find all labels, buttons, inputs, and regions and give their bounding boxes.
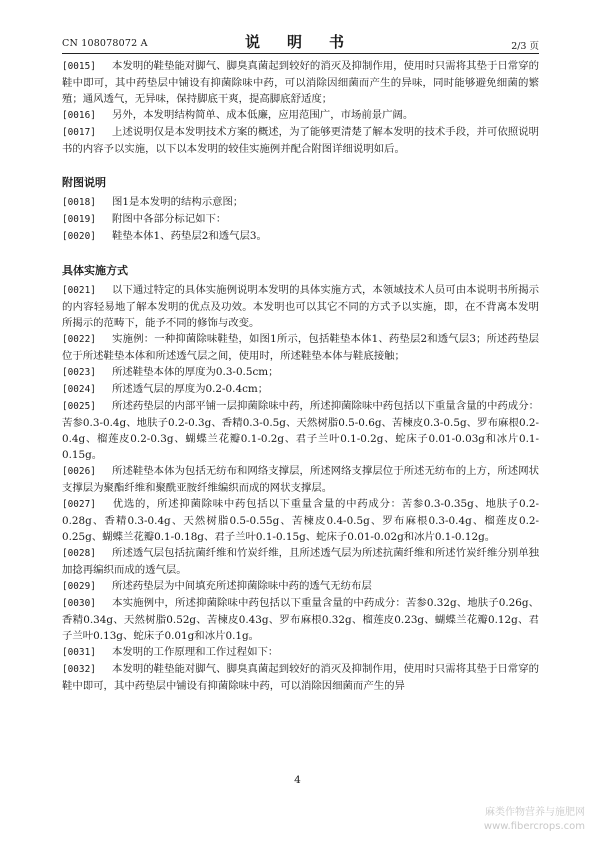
- page-indicator: 2/3 页: [511, 41, 539, 52]
- paragraph-number: [0019]: [62, 214, 96, 225]
- paragraph-number: [0026]: [62, 466, 96, 477]
- paragraph-text: 实施例：一种抑菌除味鞋垫，如图1所示，包括鞋垫本体1、药垫层2和透气层3；所述药垫层位于所述鞋垫本体和所述透气层之间，使用时，所述鞋垫本体与鞋底接触；: [62, 333, 539, 362]
- paragraph-number: [0017]: [62, 127, 96, 138]
- paragraph-number: [0016]: [62, 110, 96, 121]
- paragraph: [62, 282, 539, 331]
- paragraph: [62, 661, 539, 694]
- document-body: [62, 58, 539, 694]
- paragraph: [62, 644, 539, 661]
- paragraph-text: 以下通过特定的具体实施例说明本发明的具体实施方式，本领域技术人员可由本说明书所揭示的内容轻易地了解本发明的优点及功效。本发明也可以其它不同的方式予以实施，即，在不背离本发明所揭示的范畴下，能予不同的修饰与改变。: [62, 284, 539, 329]
- paragraph-number: [0021]: [62, 285, 96, 296]
- header-divider: [62, 53, 539, 54]
- paragraph: [62, 194, 539, 211]
- paragraph: [62, 211, 539, 228]
- drawings-section: [62, 194, 539, 245]
- paragraph-text: 另外，本发明结构简单、成本低廉，应用范围广，市场前景广阔。: [112, 109, 414, 121]
- paragraph: [62, 58, 539, 107]
- page-number: 4: [294, 774, 301, 786]
- paragraph: [62, 364, 539, 381]
- paragraph-number: [0024]: [62, 384, 96, 395]
- paragraph: [62, 578, 539, 595]
- paragraph: [62, 107, 539, 124]
- paragraph: [62, 398, 539, 463]
- paragraph-number: [0018]: [62, 197, 96, 208]
- paragraph-number: [0027]: [62, 499, 96, 510]
- document-title: 说 明 书: [244, 33, 350, 51]
- paragraph-number: [0028]: [62, 548, 96, 559]
- paragraph-text: 图1是本发明的结构示意图；: [112, 196, 244, 208]
- paragraph-text: 本实施例中，所述抑菌除味中药包括以下重量含量的中药成分：苦参0.32g、地肤子0.26g、香精0.34g、天然树脂0.52g、苦楝皮0.43g、罗布麻根0.32g、榴莲皮0.23g、蝴蝶兰花瓣0.12g、君子兰叶0.13g、蛇床子0.01g和冰片0.1g。: [62, 597, 539, 642]
- watermark-site-name: 麻类作物营养与施肥网: [485, 807, 585, 818]
- paragraph-text: 所述透气层包括抗菌纤维和竹炭纤维，且所述透气层为所述抗菌纤维和所述竹炭纤维分别单独加捻再编织而成的透气层。: [62, 547, 539, 576]
- paragraph-number: [0023]: [62, 367, 96, 378]
- paragraph: [62, 331, 539, 364]
- paragraph: [62, 381, 539, 398]
- paragraph: [62, 124, 539, 157]
- paragraph-text: 所述药垫层为中间填充所述抑菌除味中药的透气无纺布层: [112, 580, 372, 592]
- paragraph-text: 本发明的鞋垫能对脚气、脚臭真菌起到较好的消灭及抑制作用，使用时只需将其垫于日常穿的鞋中即可，其中药垫层中铺设有抑菌除味中药，可以消除因细菌而产生的异味，同时能够避免细菌的繁殖；通风透气，无异味，保持脚底干爽，提高脚底舒适度；: [62, 60, 539, 105]
- paragraph-text: 本发明的鞋垫能对脚气、脚臭真菌起到较好的消灭及抑制作用，使用时只需将其垫于日常穿的鞋中即可，其中药垫层中铺设有抑菌除味中药，可以消除因细菌而产生的异: [62, 663, 539, 692]
- paragraph: [62, 496, 539, 545]
- paragraph-number: [0022]: [62, 334, 96, 345]
- paragraph-number: [0030]: [62, 598, 96, 609]
- paragraph: [62, 595, 539, 644]
- paragraph-text: 上述说明仅是本发明技术方案的概述，为了能够更清楚了解本发明的技术手段，并可依照说明书的内容予以实施，以下以本发明的较佳实施例并配合附图详细说明如后。: [62, 126, 539, 155]
- paragraph-number: [0029]: [62, 581, 96, 592]
- paragraph-text: 所述药垫层的内部平铺一层抑菌除味中药，所述抑菌除味中药包括以下重量含量的中药成分：苦参0.3-0.4g、地肤子0.2-0.3g、香精0.3-0.5g、天然树脂0.5-0.6g、苦楝皮0.3-0.5g、罗布麻根0.2-0.4g、榴莲皮0.2-0.3g、蝴蝶兰花瓣0.1-0.2g、君子兰叶0.1-0.2g、蛇床子0.01-0.03g和冰片0.1-0.15g。: [62, 400, 539, 461]
- paragraph-text: 所述鞋垫本体为包括无纺布和网络支撑层，所述网络支撑层位于所述无纺布的上方，所述网状支撑层为聚酯纤维和聚酰亚胺纤维编织而成的网状支撑层。: [62, 465, 539, 494]
- watermark: [484, 806, 585, 834]
- paragraph-text: 本发明的工作原理和工作过程如下：: [112, 646, 279, 658]
- paragraph-text: 所述透气层的厚度为0.2-0.4cm；: [112, 383, 269, 395]
- patent-number: CN 108078072 A: [62, 38, 148, 49]
- paragraph-number: [0020]: [62, 231, 96, 242]
- paragraph-number: [0031]: [62, 647, 96, 658]
- paragraph: [62, 545, 539, 578]
- paragraph: [62, 463, 539, 496]
- paragraph-text: 优选的，所述抑菌除味中药包括以下重量含量的中药成分：苦参0.3-0.35g、地肤子0.2-0.28g、香精0.3-0.4g、天然树脂0.5-0.55g、苦楝皮0.4-0.5g、罗布麻根0.3-0.4g、榴莲皮0.2-0.25g、蝴蝶兰花瓣0.1-0.18g、君子兰叶0.1-0.15g、蛇床子0.01-0.02g和冰片0.1-0.12g。: [62, 498, 539, 543]
- paragraph-number: [0025]: [62, 401, 96, 412]
- paragraph-number: [0032]: [62, 664, 96, 675]
- intro-paragraphs: [62, 58, 539, 157]
- paragraph-text: 所述鞋垫本体的厚度为0.3-0.5cm；: [112, 366, 279, 378]
- section-heading-embodiments: 具体实施方式: [62, 264, 128, 277]
- paragraph-text: 附图中各部分标记如下：: [112, 213, 227, 225]
- paragraph-text: 鞋垫本体1、药垫层2和透气层3。: [112, 230, 267, 242]
- watermark-url: www.fibercrops.com: [483, 821, 585, 832]
- section-heading-drawings: 附图说明: [62, 176, 106, 189]
- embodiments-section: [62, 282, 539, 694]
- paragraph-number: [0015]: [62, 61, 96, 72]
- paragraph: [62, 228, 539, 245]
